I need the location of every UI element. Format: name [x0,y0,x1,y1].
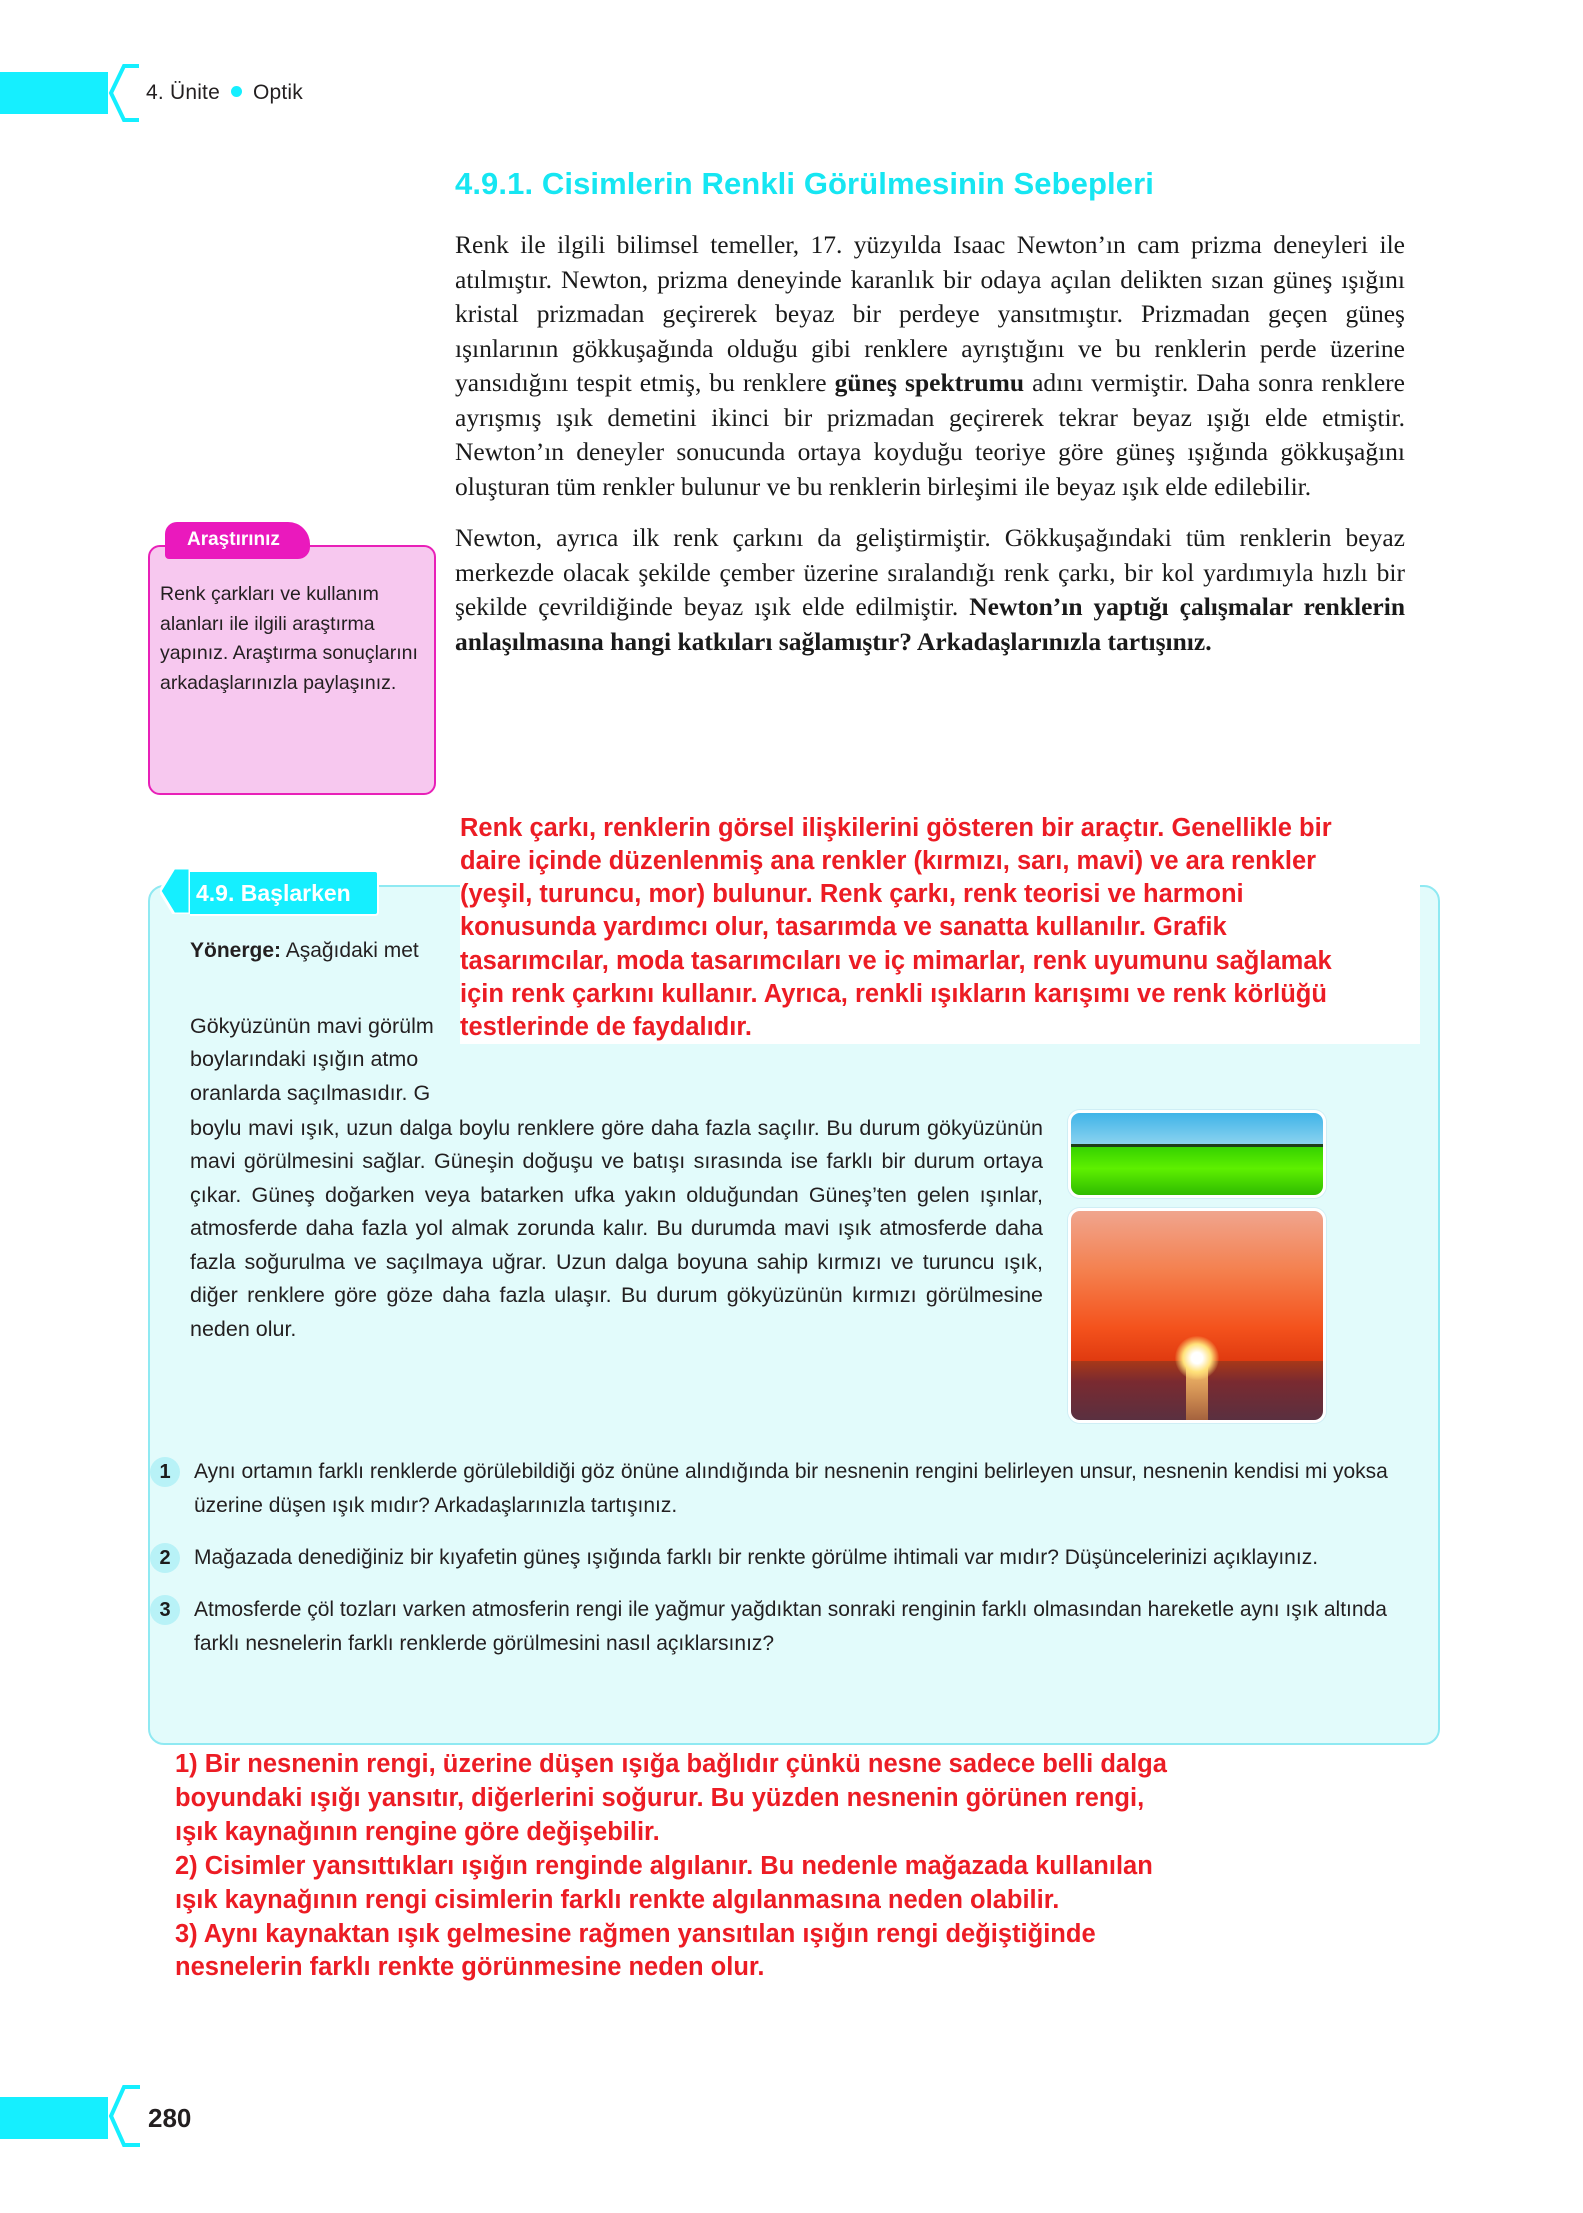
topic-label: Optik [252,81,303,104]
footer-cyan-bar [0,2097,108,2139]
question-text: Atmosferde çöl tozları varken atmosferin rengi ile yağmur yağdıktan sonraki renginin farklı olmasından hareketle aynı ışık altında farklı nesnelerin farklı renklerde görülmesini nasıl açıklarsınız? [194,1598,1387,1656]
running-head [108,62,303,124]
page-number: 280 [148,2102,192,2133]
header-cyan-bar [0,72,108,114]
dot-icon [231,86,242,97]
orange-sunset-sea-photo [1068,1208,1326,1423]
baslarken-body-rest [148,1112,1043,1346]
research-box-tab: Araştırınız [165,522,310,559]
baslarken-line-1: Gökyüzünün mavi görülm [190,1014,434,1038]
grass-region [1071,1147,1323,1195]
running-head-text [146,81,303,105]
baslarken-line-3: oranlarda saçılmasıdır. G [190,1080,431,1105]
red-top-line-7: testlerinde de faydalıdır. [460,1012,752,1041]
baslarken-line-2: boylarındaki ışığın atmo [190,1047,419,1072]
red-bottom-line-3: ışık kaynağının rengine göre değişebilir. [175,1817,660,1846]
red-top-line-2: daire içinde düzenlenmiş ana renkler (kırmızı, sarı, mavi) ve ara renkler [460,847,1317,876]
list-item [150,1541,1440,1575]
list-item [150,1455,1440,1523]
photo-column [1068,1110,1328,1433]
main-serif-column [455,228,1405,677]
question-text: Mağazada denediğiniz bir kıyafetin güneş ışığında farklı bir renkte görülme ihtimali var mıdır? Düşüncelerinizi açıklayınız. [194,1546,1319,1570]
baslarken-tab-label: 4.9. Başlarken [190,870,379,916]
paragraph-2 [455,521,1405,659]
paragraph-2-question: Newton’ın yaptığı çalışmalar renklerin anlaşılmasına hangi katkıları sağlamıştır? Arkadaşlarınızla tartışınız. [455,592,1405,657]
red-annotation-top [460,812,1420,1044]
question-number-badge: 1 [150,1457,180,1487]
paragraph-1 [455,228,1405,504]
red-top-line-6: için renk çarkını kullanır. Ayrıca, renkli ışıkların karışımı ve renk körlüğü [460,979,1327,1008]
question-text: Aynı ortamın farklı renklerde görülebildiği göz önüne alındığında bir nesnenin rengini belirleyen unsur, nesnenin kendisi mi yoksa üzerine düşen ışık mıdır? Arkadaşlarınızla tartışınız. [194,1460,1388,1518]
chevron-left-icon [160,868,190,919]
red-bottom-line-6: 3) Aynı kaynaktan ışık gelmesine rağmen yansıtılan ışığın rengi değiştiğinde [175,1919,1096,1948]
paragraph-1-part-b: adını vermiştir. Daha sonra renklere ayrışmış ışık demetini ikinci bir prizmadan geçirerek tekrar beyaz ışığı elde etmiştir. Newton’ın deneyler sonucunda ortaya koyduğu teoriye göre güneş ışığında gökkuşağını oluşturan tüm renkler bulunur ve bu renklerin birleşimi ile beyaz ışık elde edilebilir. [455,368,1405,501]
unit-label: 4. Ünite [146,81,220,104]
question-number-badge: 2 [150,1543,180,1573]
red-bottom-line-1: 1) Bir nesnenin rengi, üzerine düşen ışığa bağlıdır çünkü nesne sadece belli dalga [175,1750,1167,1778]
baslarken-tab [160,870,379,916]
research-box-text: Renk çarkları ve kullanım alanları ile ilgili araştırma yapınız. Araştırma sonuçlarını arkadaşlarınızla paylaşınız. [160,583,418,694]
paragraph-1-part-a: Renk ile ilgili bilimsel temeller, 17. yüzyılda Isaac Newton’ın cam prizma deneyleri ile atılmıştır. Newton, prizma deneyinde karanlık bir odaya açılan delikten sızan güneş ışığını kristal prizmadan geçirerek beyaz bir perdeye yansıtmıştır. Prizmadan geçen güneş ışınlarının gökkuşağında olduğu gibi renklere ayrıştığını ve bu renklerin perde üzerine yansıdığını tespit etmiş, bu renklere [455,230,1405,398]
red-top-line-3: (yeşil, turuncu, mor) bulunur. Renk çarkı, renk teorisi ve harmoni [460,880,1244,909]
yonerge-label: Yönerge: [190,939,282,962]
page-title: 4.9.1. Cisimlerin Renkli Görülmesinin Sebepleri [455,166,1154,201]
red-bottom-line-2: boyundaki ışığı yansıtır, diğerlerini soğurur. Bu yüzden nesnenin görünen rengi, [175,1783,1145,1812]
list-item [150,1593,1440,1661]
red-bottom-line-7: nesnelerin farklı renkte görünmesine neden olur. [175,1953,765,1982]
page-footer [108,2085,191,2151]
question-number-badge: 3 [150,1595,180,1625]
chevron-left-icon [108,62,142,124]
sky-region [1071,1113,1323,1146]
question-list [150,1455,1440,1679]
yonerge-text: Aşağıdaki met [281,939,419,962]
red-top-line-4: konusunda yardımcı olur, tasarımda ve sanatta kullanılır. Grafik [460,913,1227,942]
red-top-line-5: tasarımcılar, moda tasarımcıları ve iç mimarlar, renk uyumunu sağlamak [460,946,1332,975]
red-bottom-line-5: ışık kaynağının rengi cisimlerin farklı renkte algılanmasına neden olabilir. [175,1885,1060,1914]
chevron-left-icon [108,2083,142,2154]
baslarken-paragraph-rest: boylu mavi ışık, uzun dalga boylu renklere göre daha fazla saçılır. Bu durum gökyüzünün mavi görülmesini sağlar. Güneşin doğuşu ve batışı sırasında ise farklı bir durum ortaya çıkar. Güneş doğarken veya batarken ufka yakın olduğundan Güneş’ten gelen ışınlar, atmosferde daha fazla yol almak zorunda kalır. Bu durumda mavi ışık atmosferde daha fazla soğurulma ve saçılmaya uğrar. Uzun dalga boyuna sahip kırmızı ve turuncu ışık, diğer renklere göre göze daha fazla ulaşır. Bu durum gökyüzünün kırmızı görülmesine neden olur. [190,1116,1043,1341]
paragraph-2-part-a: Newton, ayrıca ilk renk çarkını da geliştirmiştir. Gökkuşağındaki tüm renklerin beyaz merkezde olacak şekilde çember üzerine sıralandığı renk çarkı, bir kol yardımıyla hızlı bir şekilde çevrildiğinde beyaz ışık elde edilmiştir. [455,523,1405,622]
red-bottom-line-4: 2) Cisimler yansıttıkları ışığın renginde algılanır. Bu nedenle mağazada kullanılan [175,1851,1153,1880]
term-gunes-spektrumu: güneş spektrumu [834,368,1025,398]
red-top-line-1: Renk çarkı, renklerin görsel ilişkilerini gösteren bir araçtır. Genellikle bir [460,814,1332,842]
blue-sky-green-field-photo [1068,1110,1326,1198]
red-annotation-bottom [175,1748,1425,1985]
